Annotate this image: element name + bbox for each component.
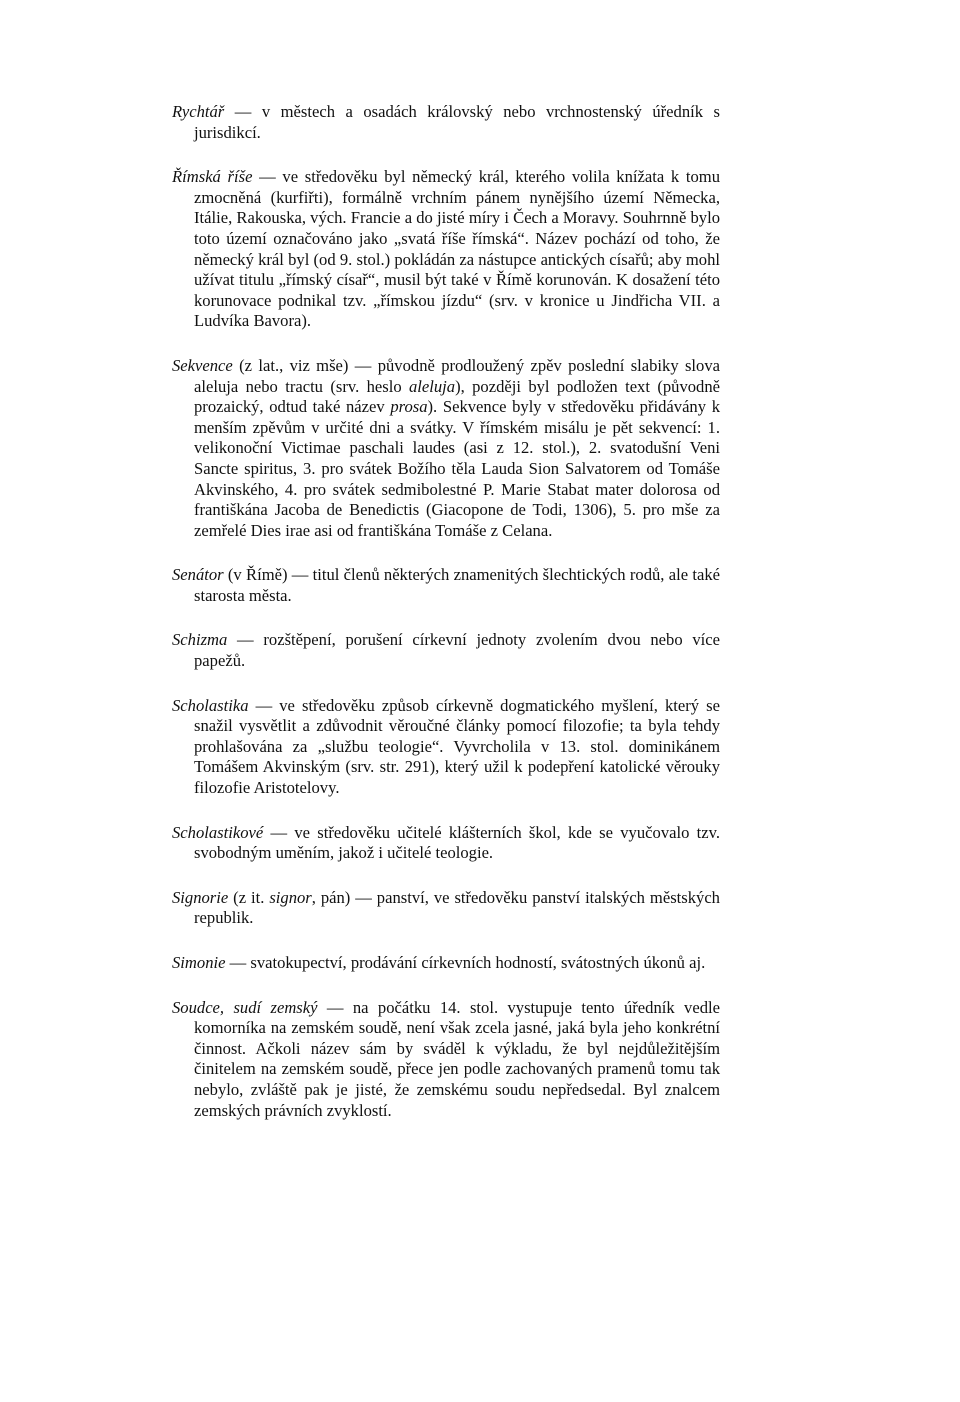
glossary-entry-sekvence — [172, 356, 720, 541]
entry-term: Signorie — [172, 887, 229, 907]
entry-term: Soudce, sudí zemský — [172, 997, 318, 1017]
entry-definition-part: (z it. — [228, 887, 270, 907]
entry-term: Římská říše — [172, 167, 253, 187]
entry-term: Senátor — [172, 565, 224, 585]
glossary-entry-senator — [172, 565, 720, 606]
entry-definition-part: ). Sekvence byly v středověku přidávány k menším zpěvům v určité dni a svátky. V římském misálu je pět sekvencí: 1. velikonoční Victimae paschali laudes (asi z 12. stol.), 2. svatodušní Veni Sancte spiritus, 3. pro svátek Božího těla Lauda Sion Salvatorem od Tomáše Akvinského, 4. pro svátek sedmibolestné P. Marie Stabat mater dolorosa od františkána Jacoba de Benedictis (Giacopone de Todi, 1306), 5. pro mše za zemřelé Dies irae asi od františkána Tomáše z Celana. — [194, 397, 720, 540]
entry-term: Scholastikové — [172, 822, 264, 842]
glossary-entry-rychtar — [172, 102, 720, 143]
entry-term: Simonie — [172, 953, 226, 972]
glossary-entry-signorie — [172, 888, 720, 929]
entry-definition: (v Římě) — titul členů některých znamenitých šlechtických rodů, ale také starosta města. — [194, 565, 720, 605]
entry-term: Scholastika — [172, 695, 249, 715]
entry-definition: — na počátku 14. stol. vystupuje tento úředník vedle komorníka na zemském soudě, není však zcela jasné, jaká byla jeho konkrétní činnost. Ačkoli název sám by sváděl k výkladu, že byl nejdůležitějším činitelem na zemském soudě, přece jen podle zachovaných pramenů tomu tak nebylo, zvláště pak je jisté, že zemskému soudu nepředsedal. Byl znalcem zemských právních zvyklostí. — [194, 997, 720, 1120]
glossary-entry-soudce — [172, 998, 720, 1122]
entry-definition-italic: aleluja — [408, 376, 456, 396]
glossary-entry-scholastikove — [172, 823, 720, 864]
glossary-entry-rimska-rise — [172, 167, 720, 332]
entry-definition-part: (z lat., viz mše) — původně prodloužený zpěv poslední slabiky slova aleluja nebo tractu (srv. heslo — [194, 355, 720, 396]
entry-definition-italic: prosa — [390, 397, 428, 417]
entry-term: Sekvence — [172, 355, 233, 375]
entry-definition-part: , pán) — panství, ve středověku panství italských městských republik. — [194, 887, 720, 928]
entry-definition: — svatokupectví, prodávání církevních hodností, svátostných úkonů aj. — [225, 953, 706, 972]
glossary-page — [172, 102, 720, 1121]
entry-definition-part: ), později byl podložen text (původně prozaický, odtud také název — [194, 376, 720, 417]
glossary-entry-scholastika — [172, 696, 720, 799]
entry-term: Schizma — [172, 630, 228, 650]
entry-definition: — rozštěpení, porušení církevní jednoty zvolením dvou nebo více papežů. — [194, 630, 720, 671]
entry-term: Rychtář — [172, 102, 225, 121]
entry-definition: — v městech a osadách královský nebo vrchnostenský úředník s jurisdikcí. — [194, 102, 720, 142]
entry-definition: — ve středověku učitelé klášterních škol, kde se vyučovalo tzv. svobodným uměním, jakož i učitelé teologie. — [194, 822, 720, 863]
entry-definition: — ve středověku byl německý král, kterého volila knížata k tomu zmocněná (kurfiřti), formálně vrchním pánem nynějšího území Německa, Itálie, Rakouska, vých. Francie a do jisté míry i Čech a Moravy. Souhrnně bylo toto území označováno jako „svatá říše římská“. Název pochází od toho, že německý král byl (od 9. stol.) pokládán za nástupce antických císařů; aby mohl užívat titulu „římský císař“, musil být také v Římě korunován. K dosažení této korunovace podnikal tzv. „římskou jízdu“ (srv. v kronice u Jindřicha VII. a Ludvíka Bavora). — [194, 167, 721, 331]
entry-definition-italic: signor — [269, 887, 312, 907]
entry-definition: — ve středověku způsob církevně dogmatického myšlení, který se snažil vysvětlit a zdůvodnit věroučné články pomocí filozofie; ta byla tehdy prohlašována za „službu teologie“. Vyvrcholila v 13. stol. dominikánem Tomášem Akvinským (srv. str. 291), který užil k podepření katolické věrouky filozofie Aristotelovy. — [194, 695, 720, 798]
glossary-entry-schizma — [172, 630, 720, 671]
glossary-entry-simonie — [172, 953, 720, 974]
